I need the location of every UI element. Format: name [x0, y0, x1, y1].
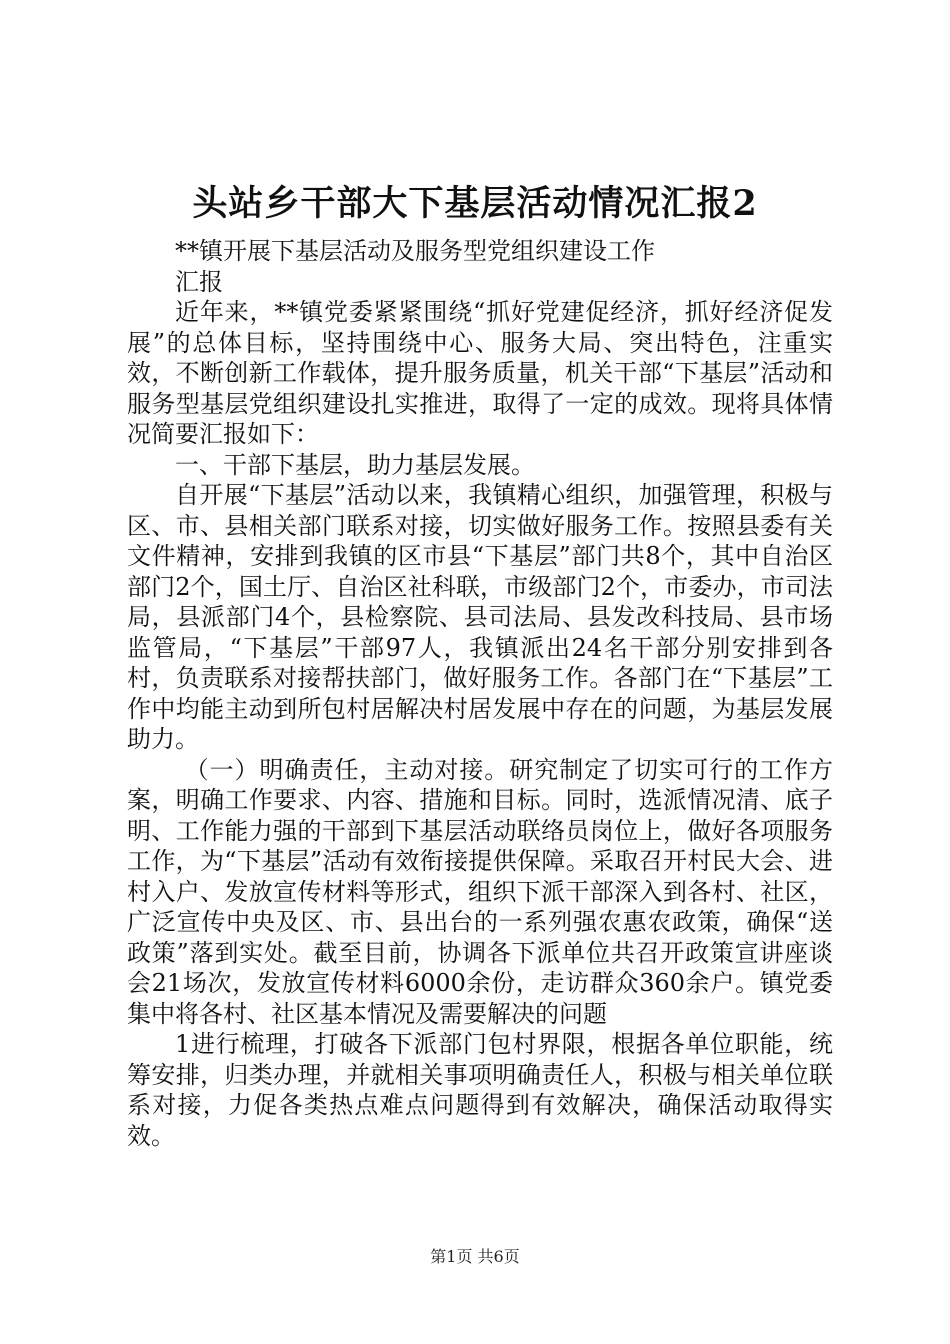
body-paragraph: 1进行梳理，打破各下派部门包村界限，根据各单位职能，统筹安排，归类办理，并就相关事项明确责任人，积极与相关单位联系对接，力促各类热点难点问题得到有效解决，确保活动取得实效。	[127, 1030, 833, 1150]
subtitle-line-1: **镇开展下基层活动及服务型党组织建设工作	[175, 237, 655, 265]
body-paragraph: （一）明确责任，主动对接。研究制定了切实可行的工作方案，明确工作要求、内容、措施和目标。同时，选派情况清、底子明、工作能力强的干部到下基层活动联络员岗位上，做好各项服务工作，为“下基层”活动有效衔接提供保障。采取召开村民大会、进村入户、发放宣传材料等形式，组织下派干部深入到各村、社区，广泛宣传中央及区、市、县出台的一系列强农惠农政策，确保“送政策”落到实处。截至目前，协调各下派单位共召开政策宣讲座谈会21场次，发放宣传材料6000余份，走访群众360余户。镇党委集中将各村、社区基本情况及需要解决的问题	[127, 755, 833, 1028]
section-heading: 一、干部下基层，助力基层发展。	[175, 450, 535, 479]
body-paragraph: 自开展“下基层”活动以来，我镇精心组织，加强管理，积极与区、市、县相关部门联系对接，切实做好服务工作。按照县委有关文件精神，安排到我镇的区市县“下基层”部门共8个，其中自治区部门2个，国土厅、自治区社科联，市级部门2个，市委办，市司法局，县派部门4个，县检察院、县司法局、县发改科技局、县市场监管局，“下基层”干部97人，我镇派出24名干部分别安排到各村，负责联系对接帮扶部门，做好服务工作。各部门在“下基层”工作中均能主动到所包村居解决村居发展中存在的问题，为基层发展助力。	[127, 481, 833, 753]
document-body	[127, 236, 833, 1151]
document-title: 头站乡干部大下基层活动情况汇报2	[192, 183, 758, 224]
page-footer: 第1页 共6页	[430, 1247, 520, 1266]
body-paragraph: 近年来，**镇党委紧紧围绕“抓好党建促经济，抓好经济促发展”的总体目标，坚持围绕中心、服务大局、突出特色，注重实效，不断创新工作载体，提升服务质量，机关干部“下基层”活动和服务型基层党组织建设扎实推进，取得了一定的成效。现将具体情况简要汇报如下：	[127, 298, 833, 448]
subtitle-line-2: 汇报	[175, 267, 223, 296]
